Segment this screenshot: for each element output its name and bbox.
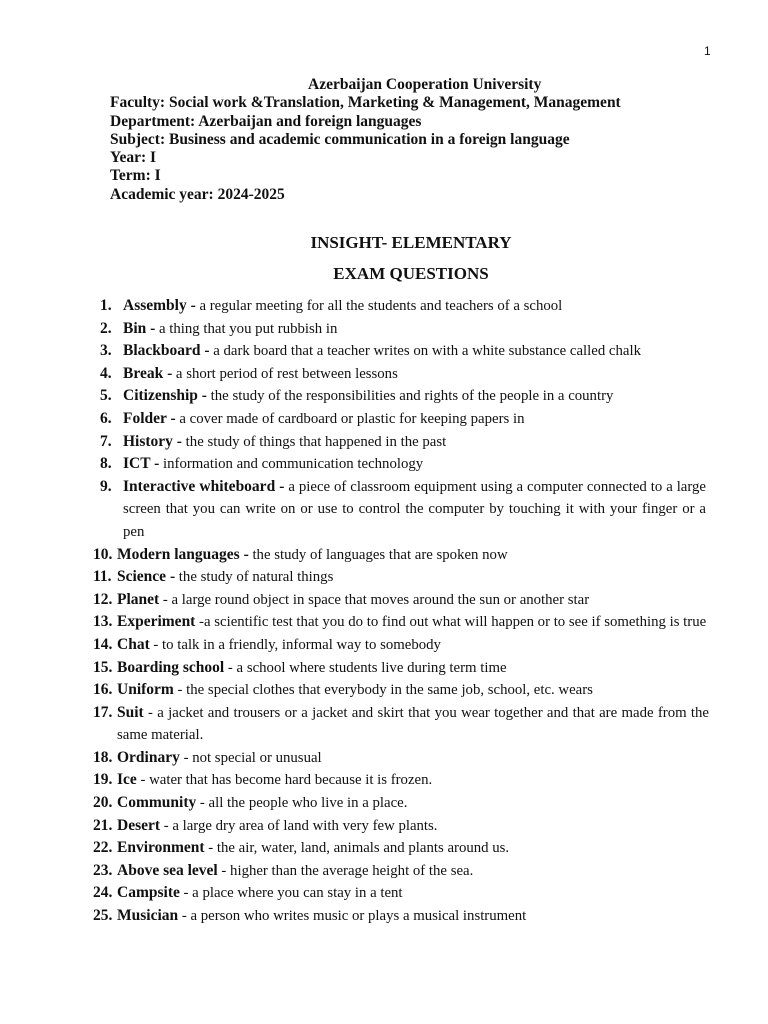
list-item xyxy=(0,792,768,815)
term-definition: - a large round object in space that moves around the sun or another star xyxy=(159,591,590,608)
term-definition: - a place where you can stay in a tent xyxy=(179,885,403,902)
list-item xyxy=(0,385,768,408)
term-word: Folder - xyxy=(123,409,176,427)
term-definition: a dark board that a teacher writes on with a white substance called chalk xyxy=(209,343,641,360)
item-number: 10. xyxy=(93,545,113,563)
list-item xyxy=(0,589,768,612)
term-word: Community xyxy=(117,794,197,812)
list-item xyxy=(0,882,768,905)
course-title: INSIGHT- ELEMENTARY xyxy=(310,233,512,252)
university-name: Azerbaijan Cooperation University xyxy=(308,76,542,93)
list-item xyxy=(0,340,768,363)
item-number: 13. xyxy=(93,613,113,631)
list-item xyxy=(0,611,768,634)
term-definition: a regular meeting for all the students and teachers of a school xyxy=(195,298,563,314)
item-number: 2. xyxy=(100,319,112,337)
academic-year-line: Academic year: 2024-2025 xyxy=(110,185,285,203)
term-definition: the study of things that happened in the past xyxy=(181,433,447,450)
list-item xyxy=(0,905,768,928)
item-number: 1. xyxy=(100,297,112,314)
term-word: Boarding school xyxy=(117,658,225,676)
item-number: 15. xyxy=(93,658,113,676)
list-item xyxy=(0,679,768,702)
item-number: 7. xyxy=(100,432,112,450)
term-definition: - a large dry area of land with very few plants. xyxy=(160,817,438,834)
document-header xyxy=(110,76,710,204)
term-word: Planet xyxy=(117,590,160,608)
faculty-line: Faculty: Social work &Translation, Marketing & Management, Management xyxy=(110,94,621,112)
term-definition: the study of natural things xyxy=(175,569,334,586)
item-number: 16. xyxy=(93,681,113,699)
term-definition: a short period of rest between lessons xyxy=(172,365,398,382)
term-definition: - all the people who live in a place. xyxy=(196,795,408,812)
term-word: Assembly - xyxy=(123,297,196,314)
list-item xyxy=(0,431,768,454)
item-number: 20. xyxy=(93,794,113,812)
term-word: Experiment xyxy=(117,613,196,631)
term-word: ICT - xyxy=(123,455,160,473)
list-item xyxy=(0,837,768,860)
list-item xyxy=(0,566,768,589)
term-definition: a thing that you put rubbish in xyxy=(155,320,338,337)
list-item xyxy=(0,408,768,431)
term-definition: - the air, water, land, animals and plants around us. xyxy=(204,840,510,857)
list-item xyxy=(0,363,768,386)
term-definition: - a jacket and trousers or a jacket and skirt that you wear together and that are made from the same material. xyxy=(117,704,709,744)
item-number: 18. xyxy=(93,748,113,766)
item-number: 5. xyxy=(100,387,112,405)
term-word: Modern languages - xyxy=(117,545,249,563)
item-number: 22. xyxy=(93,839,113,857)
item-number: 23. xyxy=(93,861,113,879)
term-word: Suit xyxy=(117,703,144,721)
item-number: 11. xyxy=(93,568,112,586)
list-item xyxy=(0,544,768,567)
item-number: 14. xyxy=(93,635,113,653)
list-item xyxy=(0,702,768,747)
page-number: 1 xyxy=(704,44,711,58)
item-number: 21. xyxy=(93,816,113,834)
item-number: 6. xyxy=(100,409,112,427)
term-definition: - not special or unusual xyxy=(179,749,322,766)
term-word: Uniform xyxy=(117,681,174,699)
term-definition: a cover made of cardboard or plastic for keeping papers in xyxy=(175,410,525,427)
term-word: Desert xyxy=(117,816,161,834)
term-definition: information and communication technology xyxy=(159,456,424,473)
term-word: History - xyxy=(123,432,182,450)
list-item xyxy=(0,860,768,883)
item-number: 4. xyxy=(100,364,112,382)
item-number: 19. xyxy=(93,771,113,789)
term-word: Blackboard - xyxy=(123,342,210,360)
year-line: Year: I xyxy=(110,149,157,167)
subject-line: Subject: Business and academic communication in a foreign language xyxy=(110,130,570,148)
term-definition: - to talk in a friendly, informal way to somebody xyxy=(149,636,441,653)
term-word: Chat xyxy=(117,635,150,653)
item-number: 25. xyxy=(93,907,113,925)
term-definition: - a school where students live during term time xyxy=(224,659,507,676)
term-definition: a piece of classroom equipment using a computer connected to a large screen that you can write on or use to control the computer by touching it with your finger or a pen xyxy=(123,478,706,540)
list-item xyxy=(0,476,768,544)
vocabulary-list xyxy=(0,295,768,928)
term-definition: - the special clothes that everybody in the same job, school, etc. wears xyxy=(173,682,593,699)
term-definition: -a scientific test that you do to find out what will happen or to see if something is true xyxy=(195,614,707,631)
list-item xyxy=(0,815,768,838)
item-number: 24. xyxy=(93,884,113,902)
item-number: 9. xyxy=(100,477,112,495)
section-title: EXAM QUESTIONS xyxy=(333,264,489,283)
term-line: Term: I xyxy=(110,167,161,185)
term-word: Ordinary xyxy=(117,748,180,766)
list-item xyxy=(0,295,768,318)
term-definition: the study of the responsibilities and rights of the people in a country xyxy=(206,388,614,405)
list-item xyxy=(0,769,768,792)
list-item xyxy=(0,634,768,657)
list-item xyxy=(0,318,768,341)
term-word: Above sea level xyxy=(117,861,218,879)
term-word: Interactive whiteboard - xyxy=(123,477,285,495)
list-item xyxy=(0,747,768,770)
item-number: 8. xyxy=(100,455,112,473)
department-line: Department: Azerbaijan and foreign languages xyxy=(110,112,422,130)
term-word: Environment xyxy=(117,839,205,857)
term-definition: - a person who writes music or plays a musical instrument xyxy=(178,908,527,925)
item-number: 12. xyxy=(93,590,113,608)
term-word: Bin - xyxy=(123,319,156,337)
term-word: Campsite xyxy=(117,884,180,902)
term-definition: - higher than the average height of the sea. xyxy=(217,862,474,879)
item-number: 17. xyxy=(93,703,113,721)
item-number: 3. xyxy=(100,342,112,360)
list-item xyxy=(0,453,768,476)
term-word: Science - xyxy=(117,568,176,586)
term-word: Citizenship - xyxy=(123,387,207,405)
term-word: Break - xyxy=(123,364,173,382)
term-word: Ice xyxy=(117,771,137,789)
term-definition: the study of languages that are spoken now xyxy=(248,546,508,563)
term-word: Musician xyxy=(117,907,179,925)
term-definition: - water that has become hard because it is frozen. xyxy=(136,772,433,789)
list-item xyxy=(0,657,768,680)
